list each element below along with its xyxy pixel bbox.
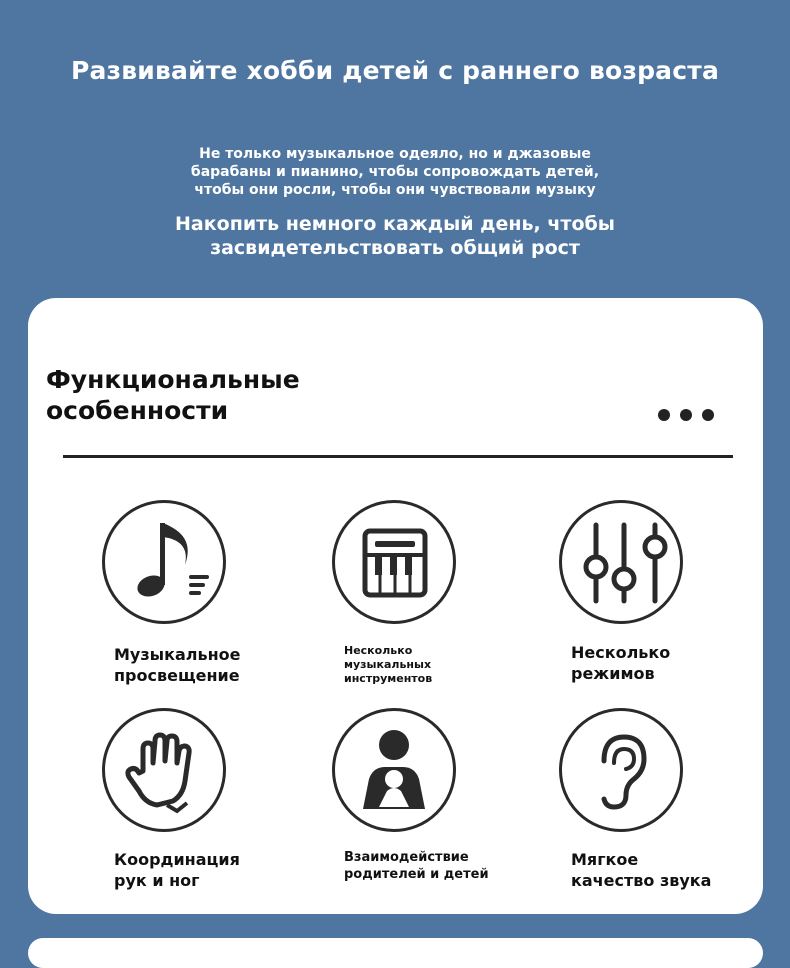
feature-label-line: родителей и детей bbox=[344, 867, 489, 882]
equalizer-icon bbox=[559, 500, 683, 624]
hero-subtitle-line: чтобы они росли, чтобы они чувствовали музыку bbox=[194, 182, 596, 198]
music-note-icon bbox=[102, 500, 226, 624]
card-title bbox=[46, 364, 366, 426]
hero-tagline bbox=[0, 212, 790, 260]
feature-label-line: Музыкальное bbox=[114, 645, 241, 664]
features-card bbox=[28, 298, 763, 914]
feature-label-line: инструментов bbox=[344, 672, 433, 685]
hero-subtitle-line: Не только музыкальное одеяло, но и джазовые bbox=[199, 146, 591, 162]
feature-label-interaction bbox=[344, 849, 489, 883]
hand-icon bbox=[102, 708, 226, 832]
feature-label-line: режимов bbox=[571, 664, 655, 683]
card-title-line: особенности bbox=[46, 396, 229, 425]
divider bbox=[63, 455, 733, 458]
feature-label-line: рук и ног bbox=[114, 871, 200, 890]
feature-label-line: Мягкое bbox=[571, 850, 639, 869]
hero-subtitle bbox=[0, 145, 790, 199]
parent-child-icon bbox=[332, 708, 456, 832]
feature-label-line: Взаимодействие bbox=[344, 850, 469, 865]
card-title-line: Функциональные bbox=[46, 365, 300, 394]
keyboard-icon bbox=[332, 500, 456, 624]
ear-icon bbox=[559, 708, 683, 832]
next-card-edge bbox=[28, 938, 763, 968]
feature-label-line: качество звука bbox=[571, 871, 712, 890]
feature-label-coordination bbox=[114, 849, 240, 891]
hero-title: Развивайте хобби детей с раннего возраста bbox=[70, 56, 720, 85]
feature-label-line: музыкальных bbox=[344, 658, 432, 671]
more-dots-icon bbox=[658, 406, 724, 420]
feature-label-line: Несколько bbox=[344, 644, 413, 657]
hero-subtitle-line: барабаны и пианино, чтобы сопровождать детей, bbox=[190, 164, 600, 180]
feature-label-line: просвещение bbox=[114, 666, 240, 685]
feature-label-sound bbox=[571, 849, 711, 891]
feature-label-instruments bbox=[344, 644, 432, 686]
feature-label-modes bbox=[571, 642, 670, 684]
hero-tagline-line: засвидетельствовать общий рост bbox=[210, 237, 580, 259]
feature-label-line: Координация bbox=[114, 850, 240, 869]
hero-tagline-line: Накопить немного каждый день, чтобы bbox=[175, 213, 615, 235]
feature-label-music-education bbox=[114, 644, 241, 686]
feature-label-line: Несколько bbox=[571, 643, 671, 662]
